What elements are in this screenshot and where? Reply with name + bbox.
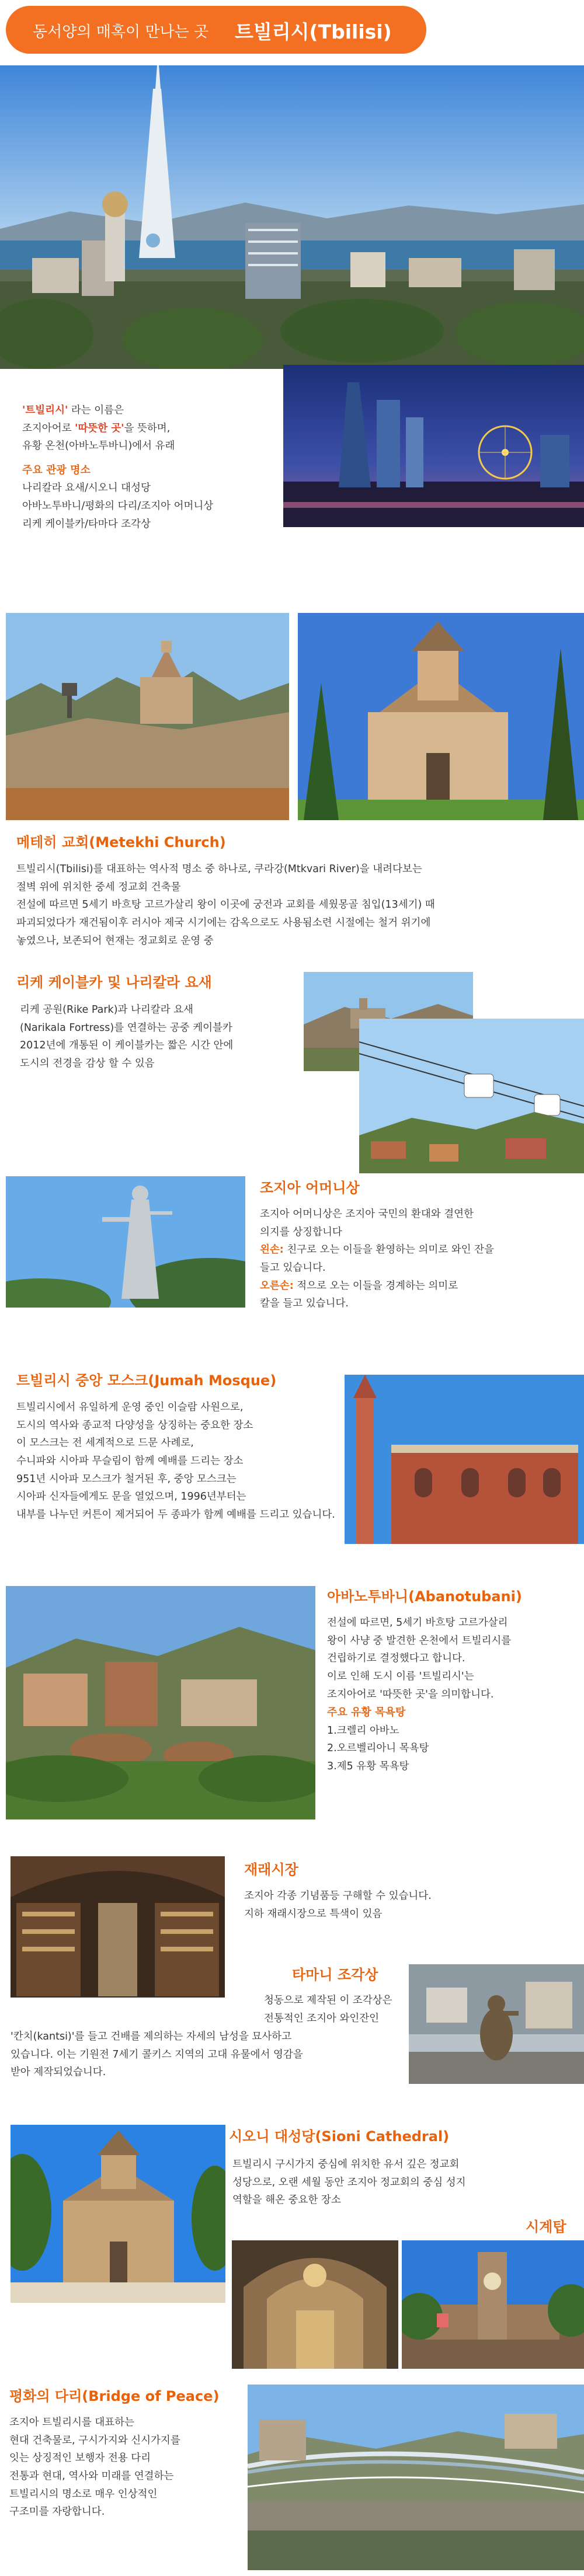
sights-heading: 주요 관광 명소 [22,463,91,476]
warm-place-highlight: '따뜻한 곳' [75,422,124,434]
metekhi-cliff-photo [6,613,289,820]
mother-georgia-photo [6,1176,245,1308]
tamada-statue-photo [409,1964,584,2084]
church-photo [298,613,584,820]
header-banner [6,6,426,54]
abanotubani-text: 전설에 따르면, 5세기 바흐탕 고르가살리 왕이 사냥 중 발견한 온천에서 트빌리시를 건립하기로 결정했다고 합니다. 이로 인해 도시 이름 '트빌리시'는 조지아어로 '따뜻한 곳'을 의미합니다. 주요 유황 목욕탕 1.크렐리 아바노 2.오르벨리아니 목욕탕 3.제5 유황 목욕탕 [327,1614,581,1776]
abanotubani-photo [6,1586,315,1819]
sioni-title: 시오니 대성당(Sioni Cathedral) [229,2128,450,2145]
sight-item: 아바노투바니/평화의 다리/조지아 어머니상 [22,500,214,512]
sioni-interior-photo [232,2240,398,2369]
market-title: 재래시장 [244,1862,298,1878]
baths-heading: 주요 유황 목욕탕 [327,1706,406,1719]
clock-tower-label: 시계탑 [526,2219,566,2235]
intro-text: '트빌리시' 라는 이름은 조지아어로 '따뜻한 곳'을 뜻하며, 유황 온천(아바노투바니)에서 유래 주요 관광 명소 나리칼라 요새/시오니 대성당 아바노투바니/평화의 다리/조지아 어머니상 리케 케이블카/타마다 조각상 [22,402,279,533]
night-skyline-photo [283,365,584,527]
bath-item: 1.크렐리 아바노 [327,1724,399,1737]
bath-item: 2.오르벨리아니 목욕탕 [327,1742,429,1755]
market-text: 조지아 각종 기념품등 구해할 수 있습니다. 지하 재래시장으로 특색이 있음 [244,1890,432,1920]
mosque-title: 트빌리시 중앙 모스크(Jumah Mosque) [16,1372,277,1389]
clock-tower-photo [402,2240,584,2369]
mother-text: 조지아 어머니상은 조지아 국민의 환대와 결연한 의지를 상징합니다 왼손: 친구로 오는 이들을 환영하는 의미로 와인 잔을 들고 있습니다. 오른손: 적으로 오는 이들을 경계하는 의미로 칼을 들고 있습니다. [260,1208,494,1310]
banner-subtitle: 동서양의 매혹이 만나는 곳 [33,23,209,41]
tamada-text-right: 청동으로 제작된 이 조각상은 전통적인 조지아 와인잔인 [264,1995,392,2024]
mosque-text: 트빌리시에서 유일하게 운영 중인 이슬람 사원으로, 도시의 역사와 종교적 다양성을 상징하는 중요한 장소 이 모스크는 전 세계적으로 드문 사례로, 수니파와 시아파 무슬림이 함께 예배를 드리는 장소 951년 시아파 모스크가 철거된 후, 중앙 모스크는 시아파 신자들에게도 문을 열었으며, 1996년부터는 내부를 나누던 커튼이 제거되어 두 종파가 함께 예배를 드리고 있습니다. [16,1402,335,1521]
banner-title: 트빌리시(Tbilisi) [235,20,392,43]
rike-text: 리케 공원(Rike Park)과 나리칼라 요새 (Narikala Fortress)를 연결하는 공중 케이블카 2012년에 개통된 이 케이블카는 짧은 시간 안에 도시의 전경을 감상 할 수 있음 [20,1004,234,1069]
bridge-text: 조지아 트빌리시를 대표하는 현대 건축물로, 구시가지와 신시가지를 잇는 상징적인 보행자 전용 다리 전통과 현대, 역사와 미래를 연결하는 트빌리시의 명소로 매우 인상적인 구조미를 자랑합니다. [9,2417,180,2518]
market-photo [11,1856,225,1998]
sioni-exterior-photo [11,2125,225,2303]
bridge-title: 평화의 다리(Bridge of Peace) [9,2388,220,2404]
abanotubani-title: 아바노투바니(Abanotubani) [327,1588,522,1605]
bridge-photo [248,2385,584,2570]
mother-title: 조지아 어머니상 [260,1180,360,1196]
city-panorama-photo [0,65,584,369]
rike-title: 리케 케이블카 및 나리칼라 요새 [16,974,212,991]
metekhi-title: 메테히 교회(Metekhi Church) [16,834,226,850]
right-hand-label: 오른손: [260,1280,294,1292]
cable-car-photo [359,1019,584,1173]
sioni-text: 트빌리시 구시가지 중심에 위치한 유서 깊은 정교회 성당으로, 오랜 세월 동안 조지아 정교회의 중심 성지 역할을 해온 중요한 장소 [232,2159,466,2206]
bath-item: 3.제5 유황 목욕탕 [327,1760,409,1772]
metekhi-text: 트빌리시(Tbilisi)를 대표하는 역사적 명소 중 하나로, 쿠라강(Mtkvari River)을 내려다보는 절벽 위에 위치한 중세 정교회 건축물 전설에 따르면 5세기 바흐탕 고르가살리 왕이 이곳에 궁전과 교회를 세웠몽골 침입(13세기) 때 파괴되었다가 재건됨이후 러시아 제국 시기에는 감옥으로도 사용됨소련 시절에는 철거 위기에 놓였으나, 보존되어 현재는 정교회로 운영 중 [16,863,435,947]
sight-item: 나리칼라 요새/시오니 대성당 [22,482,151,494]
city-name-highlight: '트빌리시' [22,405,68,416]
sight-item: 리케 케이블카/타마다 조각상 [22,518,151,530]
left-hand-label: 왼손: [260,1244,284,1256]
tamada-text: '칸치(kantsi)'를 들고 건배를 제의하는 자세의 남성을 묘사하고 있습니다. 이는 기원전 7세기 콜키스 지역의 고대 유물에서 영감을 받아 제작되었습니다. [11,2031,303,2079]
tamada-title: 타마니 조각상 [292,1967,378,1983]
